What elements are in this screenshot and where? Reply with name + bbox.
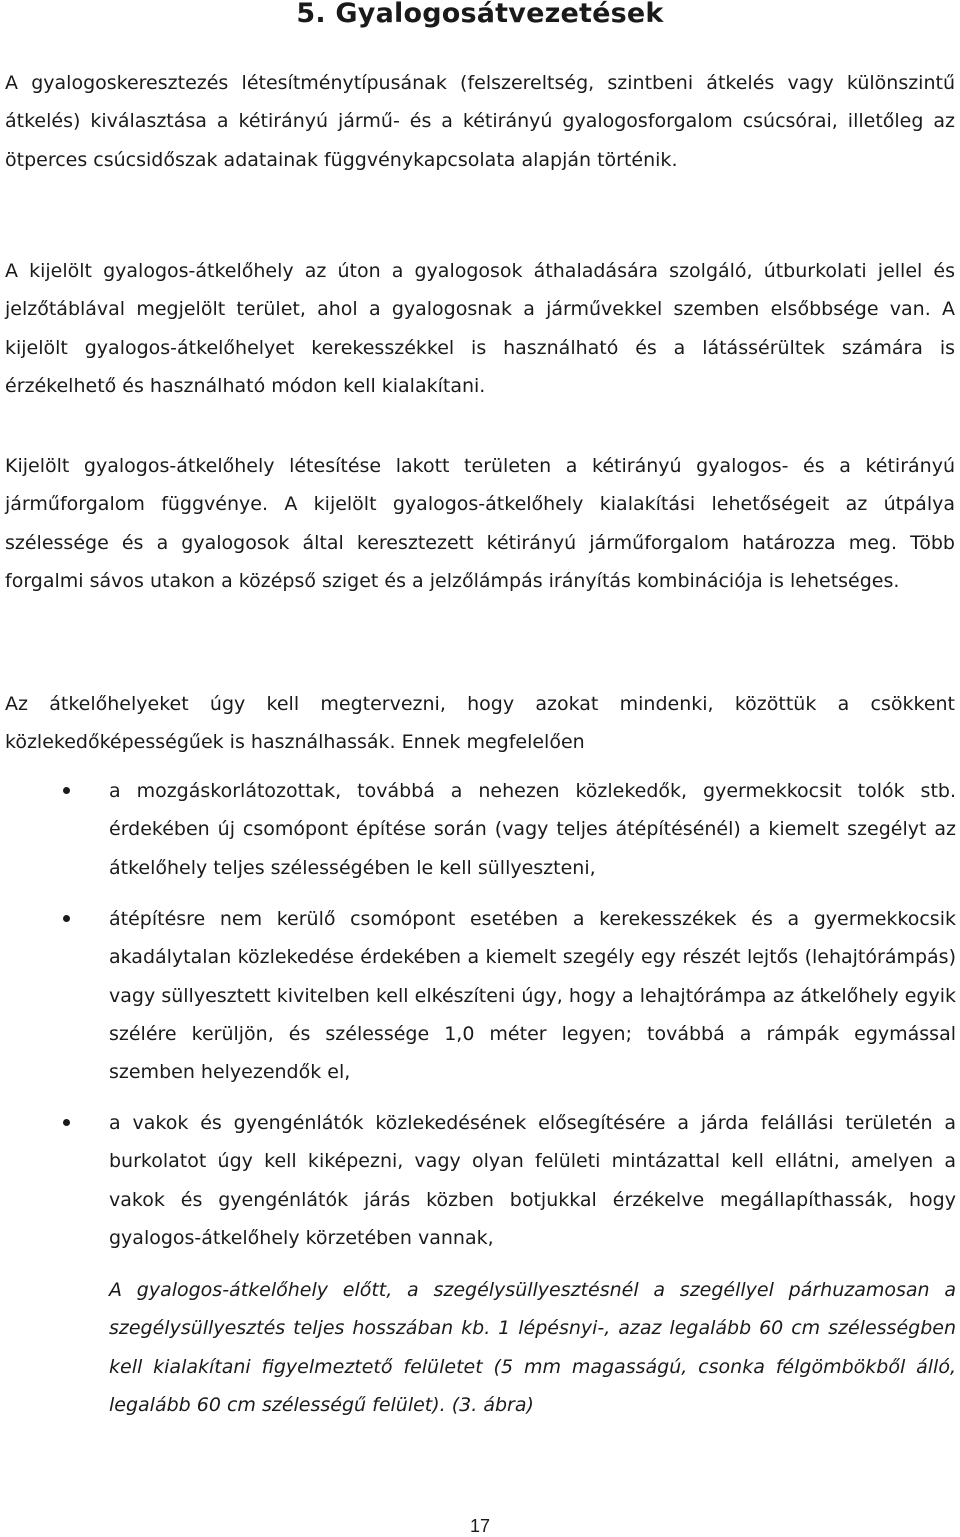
paragraph-crossing-type: A gyalogoskeresztezés létesítménytípusának (felszereltség, szintbeni átkelés vagy különszintű átkelés) kiválasztása a kétirányú jármű- és a kétirányú gyalogosforgalom csúcsórai, illetőleg az ötperces csúcsidőszak adatainak függvénykapcsolata alapján történik. <box>5 72 955 171</box>
page-number: 17 <box>469 1516 491 1536</box>
bullet-icon <box>63 787 70 794</box>
list-item-text: a mozgáskorlátozottak, továbbá a nehezen közlekedők, gyermekkocsit tolók stb. érdekében új csomópont építése során (vagy teljes átépítésénél) a kiemelt szegélyt az átkelőhely teljes szélességében le kell süllyeszteni, <box>109 780 956 879</box>
list-item-text: a vakok és gyengénlátók közlekedésének elősegítésére a járda felállási területén a burkolatot úgy kell kiképezni, vagy olyan felületi mintázattal kell ellátni, amelyen a vakok és gyengénlátók járás közben botjukkal érzékelve megállapíthassák, hogy gyalogos-átkelőhely körzetében vannak, <box>109 1112 956 1249</box>
italic-note: A gyalogos-átkelőhely előtt, a szegélysüllyesztésnél a szegéllyel párhuzamosan a szegélysüllyesztés teljes hosszában kb. 1 lépésnyi-, azaz legalább 60 cm szélességben kell kialakítani figyelmeztető felületet (5 mm magasságú, csonka félgömbökből álló, legalább 60 cm szélességű felület). (3. ábra) <box>109 1279 956 1416</box>
paragraph-marked-crossing-definition: A kijelölt gyalogos-átkelőhely az úton a gyalogosok áthaladására szolgáló, útburkolati jellel és jelzőtáblával megjelölt terület, ahol a gyalogosnak a járművekkel szemben elsőbbsége van. A kijelölt gyalogos-átkelőhelyet kerekesszékkel is használható és a látássérültek számára is érzékelhető és használható módon kell kialakítani. <box>5 260 955 397</box>
paragraph-marked-crossing-conditions: Kijelölt gyalogos-átkelőhely létesítése lakott területen a kétirányú gyalogos- és a kétirányú járműforgalom függvénye. A kijelölt gyalogos-átkelőhely kialakítási lehetőségeit az útpálya szélessége és a gyalogosok által keresztezett kétirányú járműforgalom határozza meg. Több forgalmi sávos utakon a középső sziget és a jelzőlámpás irányítás kombinációja is lehetséges. <box>5 455 955 592</box>
bullet-icon <box>63 1119 70 1126</box>
bullet-icon <box>63 915 70 922</box>
section-title: 5. Gyalogosátvezetések <box>296 0 664 29</box>
list-item-text: átépítésre nem kerülő csomópont esetében a kerekesszékek és a gyermekkocsik akadálytalan közlekedése érdekében a kiemelt szegély egy részét lejtős (lehajtórámpás) vagy süllyesztett kivitelben kell elkészíteni úgy, hogy a lehajtórámpa az átkelőhely egyik szélére kerüljön, és szélessége 1,0 méter legyen; továbbá a rámpák egymással szemben helyezendők el, <box>109 908 956 1084</box>
paragraph-accessibility-intro: Az átkelőhelyeket úgy kell megtervezni, hogy azokat mindenki, közöttük a csökkent közlekedőképességűek is használhassák. Ennek megfelelően <box>5 693 955 754</box>
